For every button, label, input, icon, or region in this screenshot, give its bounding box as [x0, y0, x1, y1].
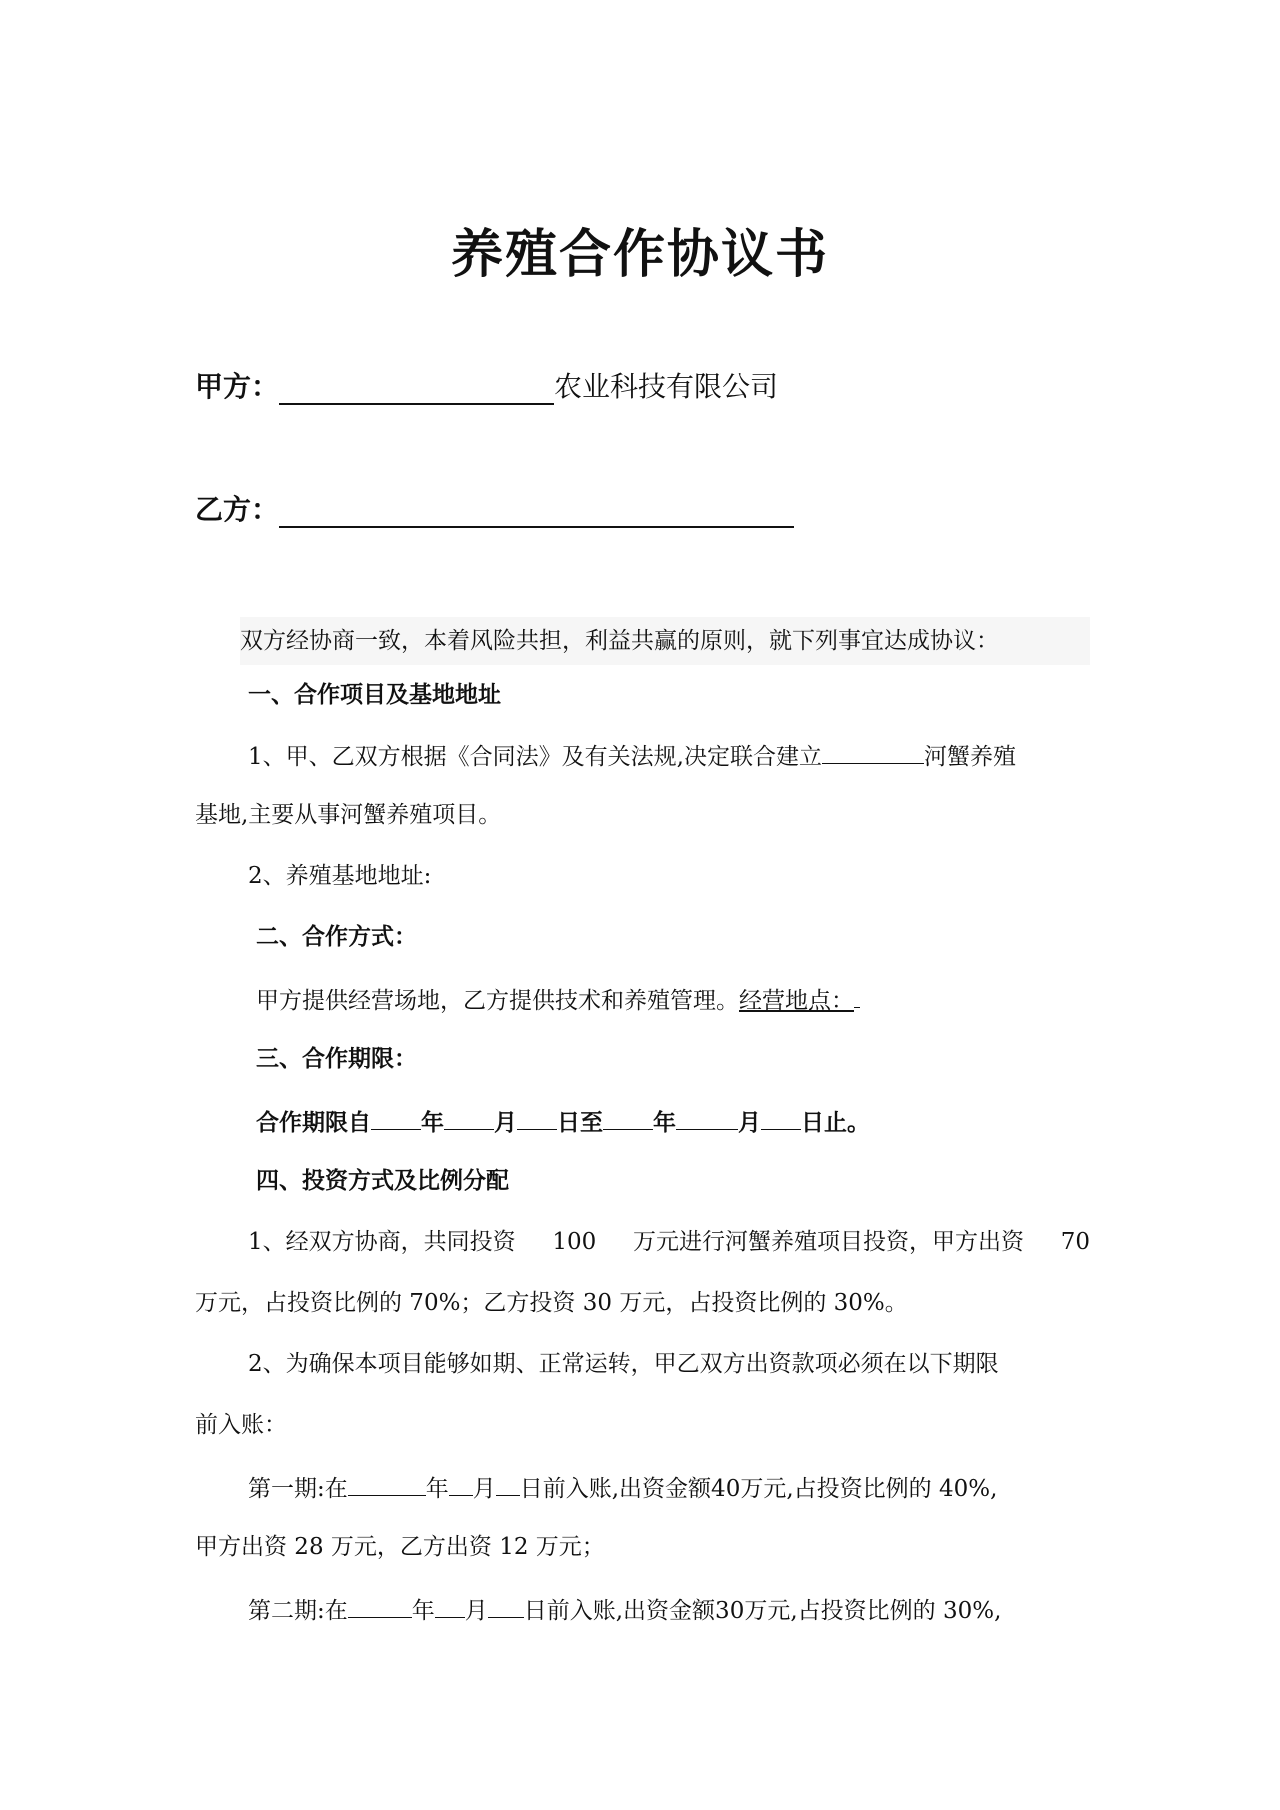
- party-a-label: 甲方：: [195, 370, 280, 403]
- party-a-line: [195, 365, 778, 405]
- section-4-heading: 四、投资方式及比例分配: [256, 1167, 509, 1194]
- party-b-label: 乙方：: [195, 493, 280, 526]
- section-1-item-1: 1、甲、乙双方根据《合同法》及有关法规,决定联合建立 河蟹养殖: [248, 739, 1016, 772]
- section-1-item-2: 2、养殖基地地址:: [248, 863, 432, 889]
- base-name-blank: [822, 739, 924, 764]
- section-2-heading: 二、合作方式：: [256, 923, 417, 950]
- cooperation-period: 合作期限自 年 月 日至 年 月 日止。: [256, 1105, 870, 1138]
- intro-paragraph: 双方经协商一致，本着风险共担，利益共赢的原则，就下列事宜达成协议：: [240, 617, 1090, 665]
- section-2-body: 甲方提供经营场地，乙方提供技术和养殖管理。经营地点：: [256, 983, 860, 1016]
- section-1-heading: 一、合作项目及基地地址: [248, 681, 501, 708]
- phase-1-line: 第一期:在 年 月 日前入账,出资金额40万元,占投资比例的 40%,: [248, 1471, 997, 1504]
- section-3-heading: 三、合作期限：: [256, 1045, 417, 1072]
- section-4-item-1-cont: 万元，占投资比例的 70%；乙方投资 30 万元，占投资比例的 30%。: [195, 1290, 908, 1316]
- party-a-blank: [279, 369, 554, 405]
- phase-1-cont: 甲方出资 28 万元，乙方出资 12 万元；: [195, 1534, 605, 1560]
- party-b-blank: [279, 492, 794, 528]
- section-4-item-1: 1、经双方协商，共同投资 100 万元进行河蟹养殖项目投资，甲方出资 70: [248, 1229, 1090, 1255]
- business-location-label: 经营地点：: [739, 988, 854, 1014]
- section-4-item-2-cont: 前入账：: [195, 1412, 287, 1438]
- section-4-item-2: 2、为确保本项目能够如期、正常运转，甲乙双方出资款项必须在以下期限: [248, 1351, 999, 1377]
- party-a-suffix: 农业科技有限公司: [554, 370, 779, 403]
- party-b-line: [195, 488, 794, 528]
- phase-2-line: 第二期:在 年 月 日前入账,出资金额30万元,占投资比例的 30%,: [248, 1593, 1001, 1626]
- section-1-item-1-cont: 基地,主要从事河蟹养殖项目。: [195, 802, 502, 828]
- document-title: 养殖合作协议书: [450, 224, 829, 285]
